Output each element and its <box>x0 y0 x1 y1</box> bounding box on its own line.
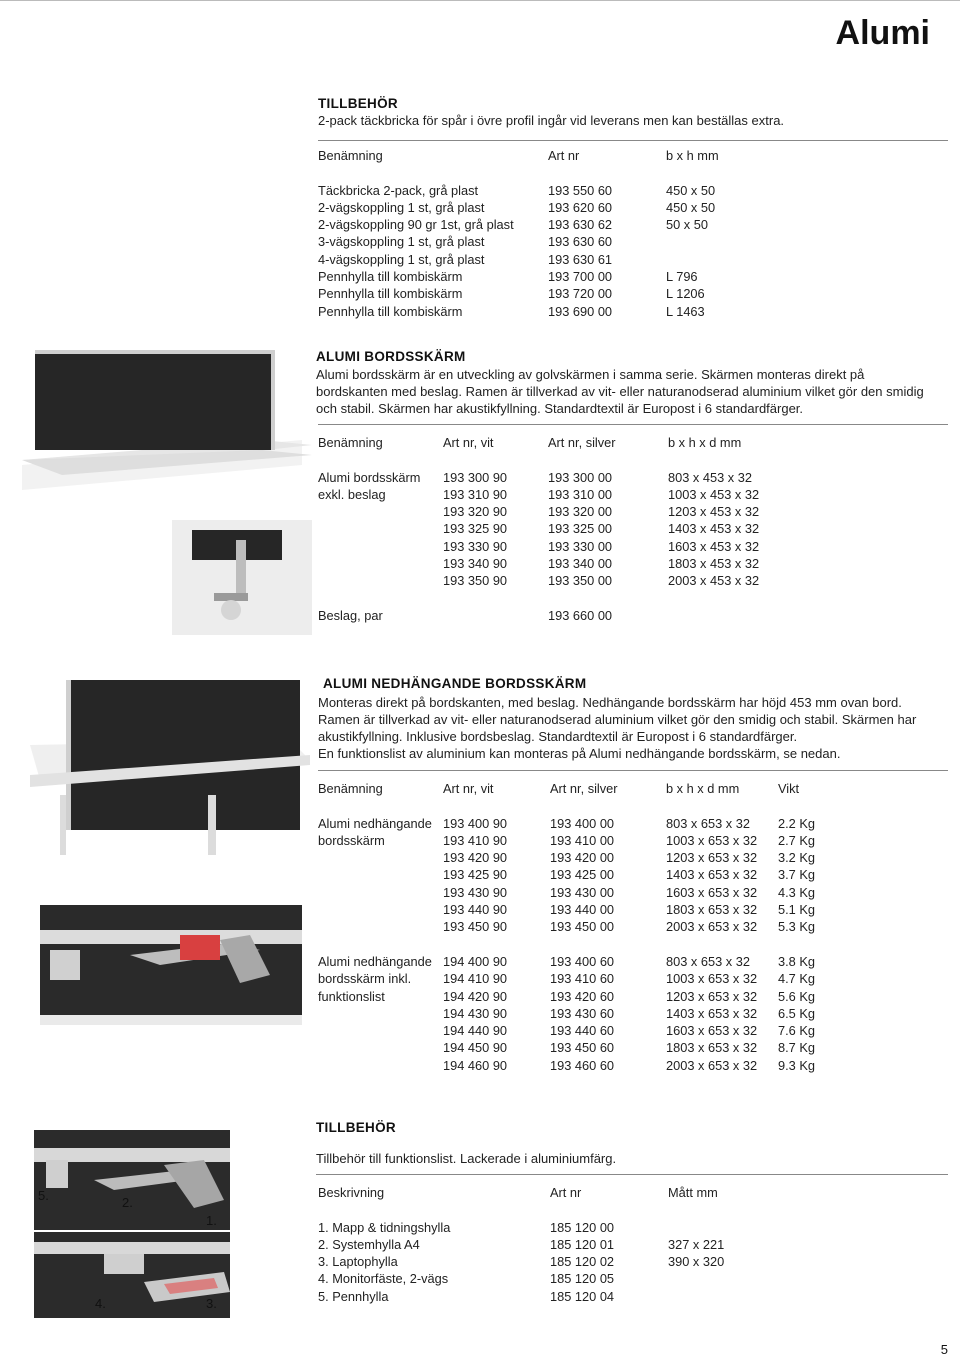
table-row <box>318 850 838 867</box>
table-cell: funktionslist <box>318 988 385 1004</box>
table-cell: 193 430 90 <box>443 884 508 900</box>
table-cell: 3. Laptophylla <box>318 1254 398 1270</box>
table-row <box>318 902 838 919</box>
table-row <box>318 816 838 833</box>
table-cell: 1403 x 453 x 32 <box>668 521 760 537</box>
table-cell: 185 120 01 <box>550 1236 615 1252</box>
divider <box>318 424 948 425</box>
bordsskarm-text-1: Alumi bordsskärm är en utveckling av golvskärmen i samma serie. Skärmen monteras direkt på <box>316 367 865 382</box>
nedhangande-photo <box>30 645 310 875</box>
table-cell: 193 630 61 <box>548 251 613 267</box>
table-cell: 1003 x 453 x 32 <box>668 486 760 502</box>
table-cell <box>318 1023 443 1040</box>
table-row <box>318 833 838 850</box>
photo-label-5: 5. <box>38 1188 49 1203</box>
table-row <box>318 885 838 902</box>
table-cell: 193 400 00 <box>550 815 615 831</box>
table-cell: bordsskärm inkl. <box>318 971 412 987</box>
col-header: Benämning <box>318 435 383 450</box>
tillbehor-table <box>318 148 786 321</box>
table-cell: L 1463 <box>666 303 705 319</box>
nedhangande-rows-b <box>318 954 838 1075</box>
table-cell <box>443 608 548 625</box>
table-cell: 193 300 90 <box>443 469 508 485</box>
col-header: Art nr <box>550 1185 582 1200</box>
bordsskarm-text-3: och stabil. Skärmen har akustikfyllning. Standardtextil är Europost i 6 standardfärger. <box>316 401 804 416</box>
table-cell: 803 x 653 x 32 <box>666 953 750 969</box>
bordsskarm-rows <box>318 470 808 591</box>
table-cell: 3.7 Kg <box>778 867 815 883</box>
table-cell: 193 450 00 <box>550 919 615 935</box>
accessory-photo-bottom <box>34 1232 230 1318</box>
table-row <box>318 304 786 321</box>
table-cell: 803 x 653 x 32 <box>666 815 750 831</box>
table-cell: exkl. beslag <box>318 486 386 502</box>
table-row <box>318 217 786 234</box>
table-cell: 5. Pennhylla <box>318 1288 389 1304</box>
table-cell: 50 x 50 <box>666 217 708 233</box>
table-cell: 2-vägskoppling 90 gr 1st, grå plast <box>318 217 514 233</box>
table-cell: Alumi bordsskärm <box>318 469 421 485</box>
table-cell: 1603 x 653 x 32 <box>666 1023 758 1039</box>
table-cell: 193 410 60 <box>550 971 615 987</box>
table-cell: Pennhylla till kombiskärm <box>318 286 463 302</box>
table-header-row <box>318 781 838 798</box>
col-header: Art nr, vit <box>443 435 494 450</box>
table-cell <box>318 919 443 936</box>
table-cell: 1603 x 453 x 32 <box>668 538 760 554</box>
table-cell <box>318 573 443 590</box>
photo-label-2: 2. <box>122 1195 133 1210</box>
table-row <box>318 521 808 538</box>
table-cell: 1203 x 453 x 32 <box>668 504 760 520</box>
table-cell: Täckbricka 2-pack, grå plast <box>318 182 479 198</box>
table-row <box>318 919 838 936</box>
table-cell <box>318 1058 443 1075</box>
table-row <box>318 1220 778 1237</box>
table-cell: 193 410 00 <box>550 832 615 848</box>
nedhangande-table <box>318 781 838 1075</box>
table-cell: 193 425 00 <box>550 867 615 883</box>
table-cell: 1803 x 653 x 32 <box>666 1040 758 1056</box>
table-row <box>318 504 808 521</box>
table-row <box>318 1237 778 1254</box>
table-cell <box>668 608 808 625</box>
table-cell: 185 120 04 <box>550 1288 615 1304</box>
table-cell <box>668 1271 778 1288</box>
table-cell: 1. Mapp & tidningshylla <box>318 1219 451 1235</box>
tillbehor2-table <box>318 1185 778 1306</box>
table-cell <box>318 1040 443 1057</box>
table-cell: 185 120 05 <box>550 1271 615 1287</box>
table-cell: 3.8 Kg <box>778 953 815 969</box>
table-cell: 2.2 Kg <box>778 815 815 831</box>
table-cell <box>318 521 443 538</box>
table-cell: 193 430 00 <box>550 884 615 900</box>
table-cell: 5.6 Kg <box>778 988 815 1004</box>
table-cell: 193 420 60 <box>550 988 615 1004</box>
table-cell: 193 330 90 <box>443 538 508 554</box>
table-cell: 1603 x 653 x 32 <box>666 884 758 900</box>
table-cell <box>668 1220 778 1237</box>
table-cell: 193 400 60 <box>550 953 615 969</box>
nedhangande-text-4: En funktionslist av aluminium kan monteras på Alumi nedhängande bordsskärm, se nedan. <box>318 746 841 761</box>
table-row <box>318 252 786 269</box>
table-cell: Alumi nedhängande <box>318 815 432 831</box>
table-row <box>318 1289 778 1306</box>
table-header-row <box>318 1185 778 1202</box>
table-cell: 1203 x 653 x 32 <box>666 988 758 1004</box>
table-cell: 4.3 Kg <box>778 884 815 900</box>
table-row <box>318 1023 838 1040</box>
col-header: Beskrivning <box>318 1185 385 1200</box>
tillbehor2-heading: TILLBEHÖR <box>316 1120 396 1135</box>
table-cell: 193 310 00 <box>548 486 613 502</box>
page-number: 5 <box>940 1342 948 1357</box>
table-cell: 193 660 00 <box>548 607 613 623</box>
table-cell: 193 340 00 <box>548 556 613 572</box>
table-cell: 193 460 60 <box>550 1057 615 1073</box>
table-row <box>318 286 786 303</box>
tillbehor-rows <box>318 183 786 321</box>
table-cell: 193 700 00 <box>548 269 613 285</box>
table-cell: 5.1 Kg <box>778 902 815 918</box>
table-cell: 193 410 90 <box>443 832 508 848</box>
table-cell: Pennhylla till kombiskärm <box>318 303 463 319</box>
table-cell: 193 440 00 <box>550 902 615 918</box>
table-cell: 193 300 00 <box>548 469 613 485</box>
table-cell: 4-vägskoppling 1 st, grå plast <box>318 251 485 267</box>
col-header: b x h x d mm <box>666 781 740 796</box>
table-cell <box>318 885 443 902</box>
table-cell: 3.2 Kg <box>778 850 815 866</box>
table-cell: L 1206 <box>666 286 705 302</box>
table-row <box>318 867 838 884</box>
table-cell: 9.3 Kg <box>778 1057 815 1073</box>
table-cell: 193 430 60 <box>550 1005 615 1021</box>
col-header: Art nr, silver <box>548 435 616 450</box>
col-header: Art nr, silver <box>550 781 618 796</box>
table-row <box>318 954 838 971</box>
table-cell: 194 440 90 <box>443 1023 508 1039</box>
table-cell <box>668 1289 778 1306</box>
table-cell: 193 320 90 <box>443 504 508 520</box>
nedhangande-text-2: Ramen är tillverkad av vit- eller naturanodserad aluminium vilket gör den smidig och stabil. Skärmen har <box>318 712 917 727</box>
bordsskarm-photo <box>22 345 312 635</box>
table-cell: 193 550 60 <box>548 182 613 198</box>
table-cell: 3-vägskoppling 1 st, grå plast <box>318 234 485 250</box>
table-cell: 1803 x 653 x 32 <box>666 902 758 918</box>
table-cell: 193 440 90 <box>443 902 508 918</box>
divider <box>316 1174 948 1175</box>
table-cell: 193 420 90 <box>443 850 508 866</box>
table-cell: 194 410 90 <box>443 971 508 987</box>
table-cell <box>318 504 443 521</box>
nedhangande-text-3: akustikfyllning. Inklusive bordsbeslag. Standardtextil är Europost i 6 standardfärger. <box>318 729 798 744</box>
table-cell: 193 325 90 <box>443 521 508 537</box>
tillbehor2-rows <box>318 1220 778 1306</box>
table-cell: 390 x 320 <box>668 1254 725 1270</box>
table-cell: 193 400 90 <box>443 815 508 831</box>
table-cell: 193 325 00 <box>548 521 613 537</box>
table-row <box>318 1040 838 1057</box>
tillbehor-heading: TILLBEHÖR <box>318 96 398 111</box>
header-line <box>0 0 960 1</box>
bordsskarm-text-2: bordskanten med beslag. Ramen är tillverkad av vit- eller naturanodserad aluminium vilket gör den smidig <box>316 384 924 399</box>
table-cell: 193 340 90 <box>443 556 508 572</box>
table-row <box>318 608 808 625</box>
table-cell: 450 x 50 <box>666 199 716 215</box>
table-cell: 450 x 50 <box>666 182 716 198</box>
table-cell: 1003 x 653 x 32 <box>666 971 758 987</box>
table-row <box>318 1271 778 1288</box>
table-cell: 803 x 453 x 32 <box>668 469 752 485</box>
table-cell <box>318 556 443 573</box>
table-cell: bordsskärm <box>318 832 385 848</box>
table-cell: 193 310 90 <box>443 486 508 502</box>
table-row <box>318 183 786 200</box>
tillbehor-text: 2-pack täckbricka för spår i övre profil ingår vid leverans men kan beställas extra. <box>318 113 785 128</box>
table-cell: 194 460 90 <box>443 1057 508 1073</box>
table-cell: 7.6 Kg <box>778 1023 815 1039</box>
divider <box>318 140 948 141</box>
table-row <box>318 200 786 217</box>
table-cell: 185 120 00 <box>550 1219 615 1235</box>
table-cell: 5.3 Kg <box>778 919 815 935</box>
photo-label-3: 3. <box>206 1296 217 1311</box>
table-cell: L 796 <box>666 269 698 285</box>
table-header-row <box>318 148 786 165</box>
table-cell: 1403 x 653 x 32 <box>666 1005 758 1021</box>
table-row <box>318 1058 838 1075</box>
table-row <box>318 234 786 251</box>
table-cell: 4.7 Kg <box>778 971 815 987</box>
col-header: Art nr <box>548 148 580 163</box>
table-cell: Beslag, par <box>318 607 383 623</box>
nedhangande-text-1: Monteras direkt på bordskanten, med beslag. Nedhängande bordsskärm har höjd 453 mm ovan bord. <box>318 695 902 710</box>
table-cell: 194 430 90 <box>443 1005 508 1021</box>
table-cell <box>318 902 443 919</box>
table-row <box>318 470 808 487</box>
table-cell: 193 350 90 <box>443 573 508 589</box>
table-cell: 2003 x 653 x 32 <box>666 1057 758 1073</box>
col-header: Benämning <box>318 781 383 796</box>
bordsskarm-heading: ALUMI BORDSSKÄRM <box>316 349 466 364</box>
table-cell: 194 400 90 <box>443 953 508 969</box>
table-cell: 193 690 00 <box>548 303 613 319</box>
photo-label-4: 4. <box>95 1296 106 1311</box>
col-header: Mått mm <box>668 1185 718 1200</box>
table-row <box>318 1006 838 1023</box>
table-row <box>318 556 808 573</box>
table-cell <box>318 539 443 556</box>
table-header-row <box>318 435 808 452</box>
table-cell: 6.5 Kg <box>778 1005 815 1021</box>
col-header: Vikt <box>778 781 800 796</box>
table-cell: 194 420 90 <box>443 988 508 1004</box>
table-cell <box>318 867 443 884</box>
table-row <box>318 1254 778 1271</box>
table-cell: 194 450 90 <box>443 1040 508 1056</box>
table-cell: 2003 x 653 x 32 <box>666 919 758 935</box>
table-cell: 193 450 60 <box>550 1040 615 1056</box>
table-cell <box>666 252 786 269</box>
col-header: Art nr, vit <box>443 781 494 796</box>
table-cell: 2-vägskoppling 1 st, grå plast <box>318 199 485 215</box>
table-cell: 193 330 00 <box>548 538 613 554</box>
table-cell: 185 120 02 <box>550 1254 615 1270</box>
table-cell: 193 450 90 <box>443 919 508 935</box>
nedhangande-heading: ALUMI NEDHÄNGANDE BORDSSKÄRM <box>323 676 587 691</box>
table-cell: 327 x 221 <box>668 1236 725 1252</box>
table-row <box>318 573 808 590</box>
table-cell: 1003 x 653 x 32 <box>666 832 758 848</box>
table-cell: 193 425 90 <box>443 867 508 883</box>
divider <box>318 770 948 771</box>
table-cell: 193 320 00 <box>548 504 613 520</box>
col-header: Benämning <box>318 148 383 163</box>
accessory-photo-top <box>34 1130 230 1230</box>
bordsskarm-table <box>318 435 808 625</box>
table-row <box>318 971 838 988</box>
table-cell: 193 620 60 <box>548 199 613 215</box>
table-row <box>318 539 808 556</box>
table-cell: 2. Systemhylla A4 <box>318 1236 420 1252</box>
photo-label-1: 1. <box>206 1213 217 1228</box>
page-title: Alumi <box>835 14 930 52</box>
table-row <box>318 989 838 1006</box>
table-cell <box>318 1006 443 1023</box>
table-cell: 193 420 00 <box>550 850 615 866</box>
table-cell: 2.7 Kg <box>778 832 815 848</box>
table-cell: Pennhylla till kombiskärm <box>318 269 463 285</box>
funktionslist-photo <box>40 895 302 1025</box>
table-cell: 193 440 60 <box>550 1023 615 1039</box>
table-cell: 193 720 00 <box>548 286 613 302</box>
table-cell: 193 630 62 <box>548 217 613 233</box>
table-row <box>318 487 808 504</box>
table-cell: 2003 x 453 x 32 <box>668 573 760 589</box>
table-cell: 8.7 Kg <box>778 1040 815 1056</box>
table-cell: 193 630 60 <box>548 234 613 250</box>
table-row <box>318 269 786 286</box>
table-cell <box>666 234 786 251</box>
table-cell <box>318 850 443 867</box>
col-header: b x h mm <box>666 148 719 163</box>
col-header: b x h x d mm <box>668 435 742 450</box>
table-cell: 1203 x 653 x 32 <box>666 850 758 866</box>
table-cell: 193 350 00 <box>548 573 613 589</box>
table-cell: 1403 x 653 x 32 <box>666 867 758 883</box>
table-cell: 1803 x 453 x 32 <box>668 556 760 572</box>
table-cell: Alumi nedhängande <box>318 953 432 969</box>
nedhangande-rows-a <box>318 816 838 937</box>
tillbehor2-text: Tillbehör till funktionslist. Lackerade i aluminiumfärg. <box>316 1151 617 1166</box>
table-cell: 4. Monitorfäste, 2-vägs <box>318 1271 449 1287</box>
